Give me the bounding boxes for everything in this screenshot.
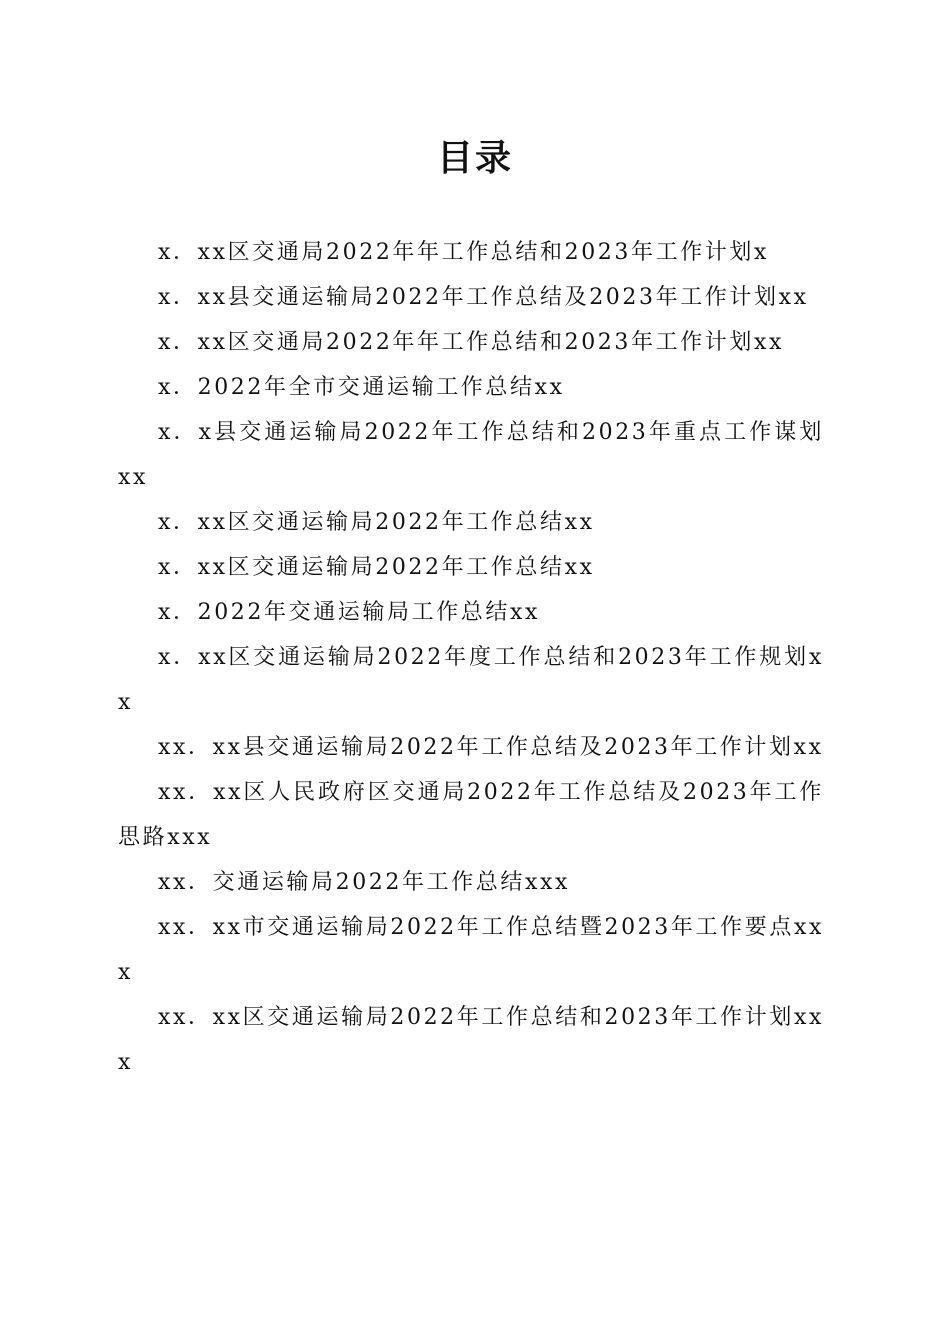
toc-item[interactable]: xx．xx市交通运输局2022年工作总结暨2023年工作要点xxx xyxy=(118,915,824,985)
toc-item[interactable]: x．xx区交通局2022年年工作总结和2023年工作计划xx xyxy=(158,330,785,355)
toc-item[interactable]: x．xx区交通运输局2022年工作总结xx xyxy=(158,555,595,580)
toc-item[interactable]: x．xx区交通运输局2022年工作总结xx xyxy=(158,510,595,535)
toc-item[interactable]: xx．xx区人民政府区交通局2022年工作总结及2023年工作思路xxx xyxy=(118,780,824,850)
toc-item[interactable]: x．2022年交通运输局工作总结xx xyxy=(158,600,541,625)
toc-item[interactable]: xx．交通运输局2022年工作总结xxx xyxy=(158,870,571,895)
table-of-contents xyxy=(118,230,824,1085)
toc-title: 目录 xyxy=(436,137,513,179)
toc-item[interactable]: xx．xx县交通运输局2022年工作总结及2023年工作计划xx xyxy=(158,735,824,760)
toc-item[interactable]: x．xx区交通运输局2022年度工作总结和2023年工作规划xx xyxy=(118,645,824,715)
toc-item[interactable]: x．2022年全市交通运输工作总结xx xyxy=(158,375,565,400)
toc-item[interactable]: x．x县交通运输局2022年工作总结和2023年重点工作谋划xx xyxy=(118,420,824,490)
toc-item[interactable]: x．xx区交通局2022年年工作总结和2023年工作计划x xyxy=(158,240,770,265)
toc-item[interactable]: xx．xx区交通运输局2022年工作总结和2023年工作计划xxx xyxy=(118,1005,824,1075)
toc-item[interactable]: x．xx县交通运输局2022年工作总结及2023年工作计划xx xyxy=(158,285,809,310)
